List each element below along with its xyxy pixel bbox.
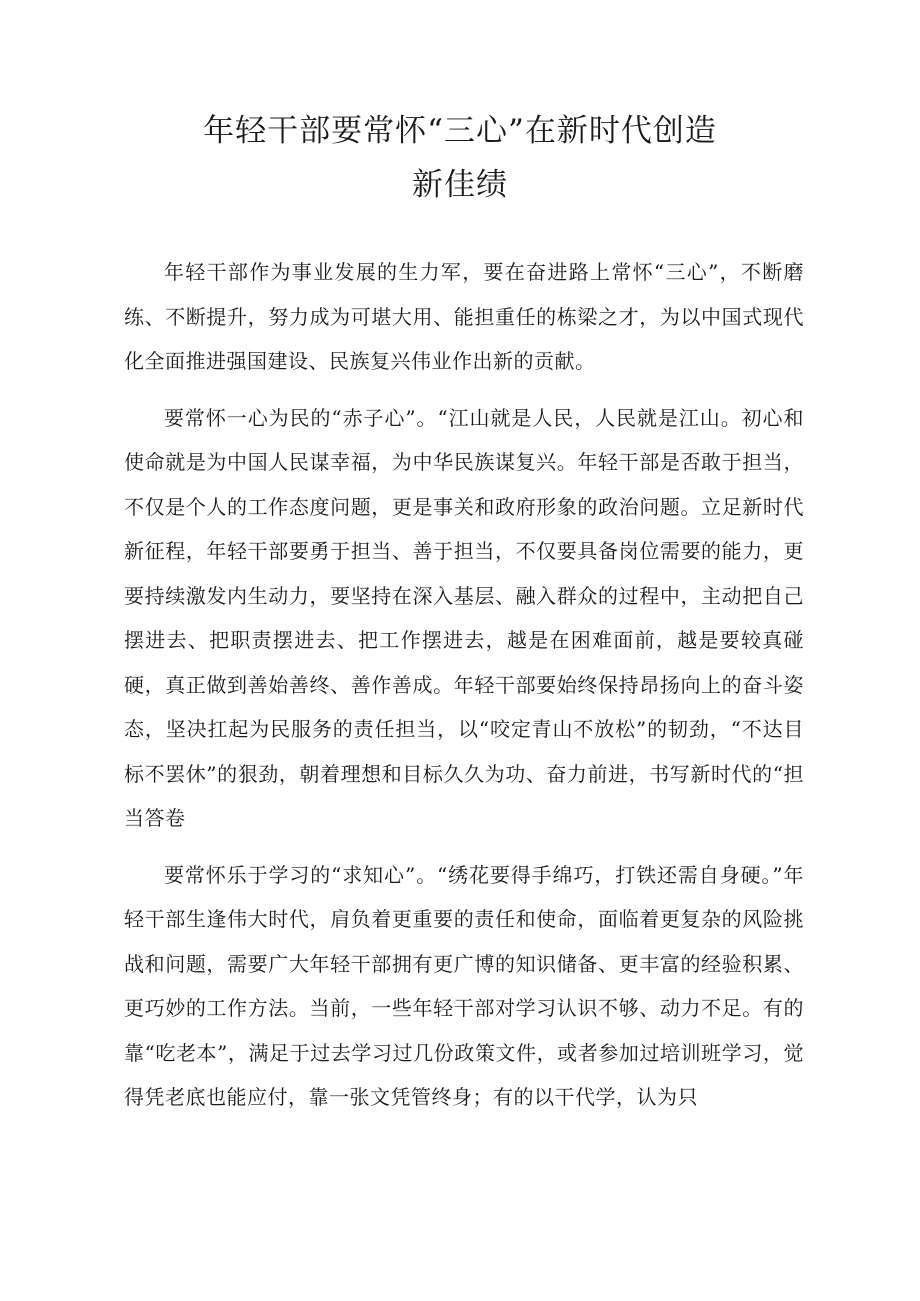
document-title-line-1: 年轻干部要常怀“三心”在新时代创造 xyxy=(203,113,717,149)
paragraph-qiuzhixin: 要常怀乐于学习的“求知心”。“绣花要得手绵巧，打铁还需自身硬。”年轻干部生逢伟大时代，肩负着更重要的责任和使命，面临着更复杂的风险挑战和问题，需要广大年轻干部拥有更广博的知识储备、更丰富的经验积累、更巧妙的工作方法。当前，一些年轻干部对学习认识不够、动力不足。有的靠“吃老本”，满足于过去学习过几份政策文件，或者参加过培训班学习，觉得凭老底也能应付，靠一张文凭管终身；有的以干代学，认为只 xyxy=(124,862,804,1109)
document-body xyxy=(124,250,804,1132)
paragraph-intro: 年轻干部作为事业发展的生力军，要在奋进路上常怀“三心”，不断磨练、不断提升，努力成为可堪大用、能担重任的栋梁之才，为以中国式现代化全面推进强国建设、民族复兴伟业作出新的贡献。 xyxy=(124,260,804,373)
document-title-line-2: 新佳绩 xyxy=(412,167,508,203)
paragraph-chizixin: 要常怀一心为民的“赤子心”。“江山就是人民，人民就是江山。初心和使命就是为中国人民谋幸福，为中华民族谋复兴。年轻干部是否敢于担当，不仅是个人的工作态度问题，更是事关和政府形象的政治问题。立足新时代新征程，年轻干部要勇于担当、善于担当，不仅要具备岗位需要的能力，更要持续激发内生动力，要坚持在深入基层、融入群众的过程中，主动把自己摆进去、把职责摆进去、把工作摆进去，越是在困难面前，越是要较真碰硬，真正做到善始善终、善作善成。年轻干部要始终保持昂扬向上的奋斗姿态，坚决扛起为民服务的责任担当，以“咬定青山不放松”的韧劲，“不达目标不罢休”的狠劲，朝着理想和目标久久为功、奋力前进，书写新时代的“担当答卷 xyxy=(124,405,804,830)
